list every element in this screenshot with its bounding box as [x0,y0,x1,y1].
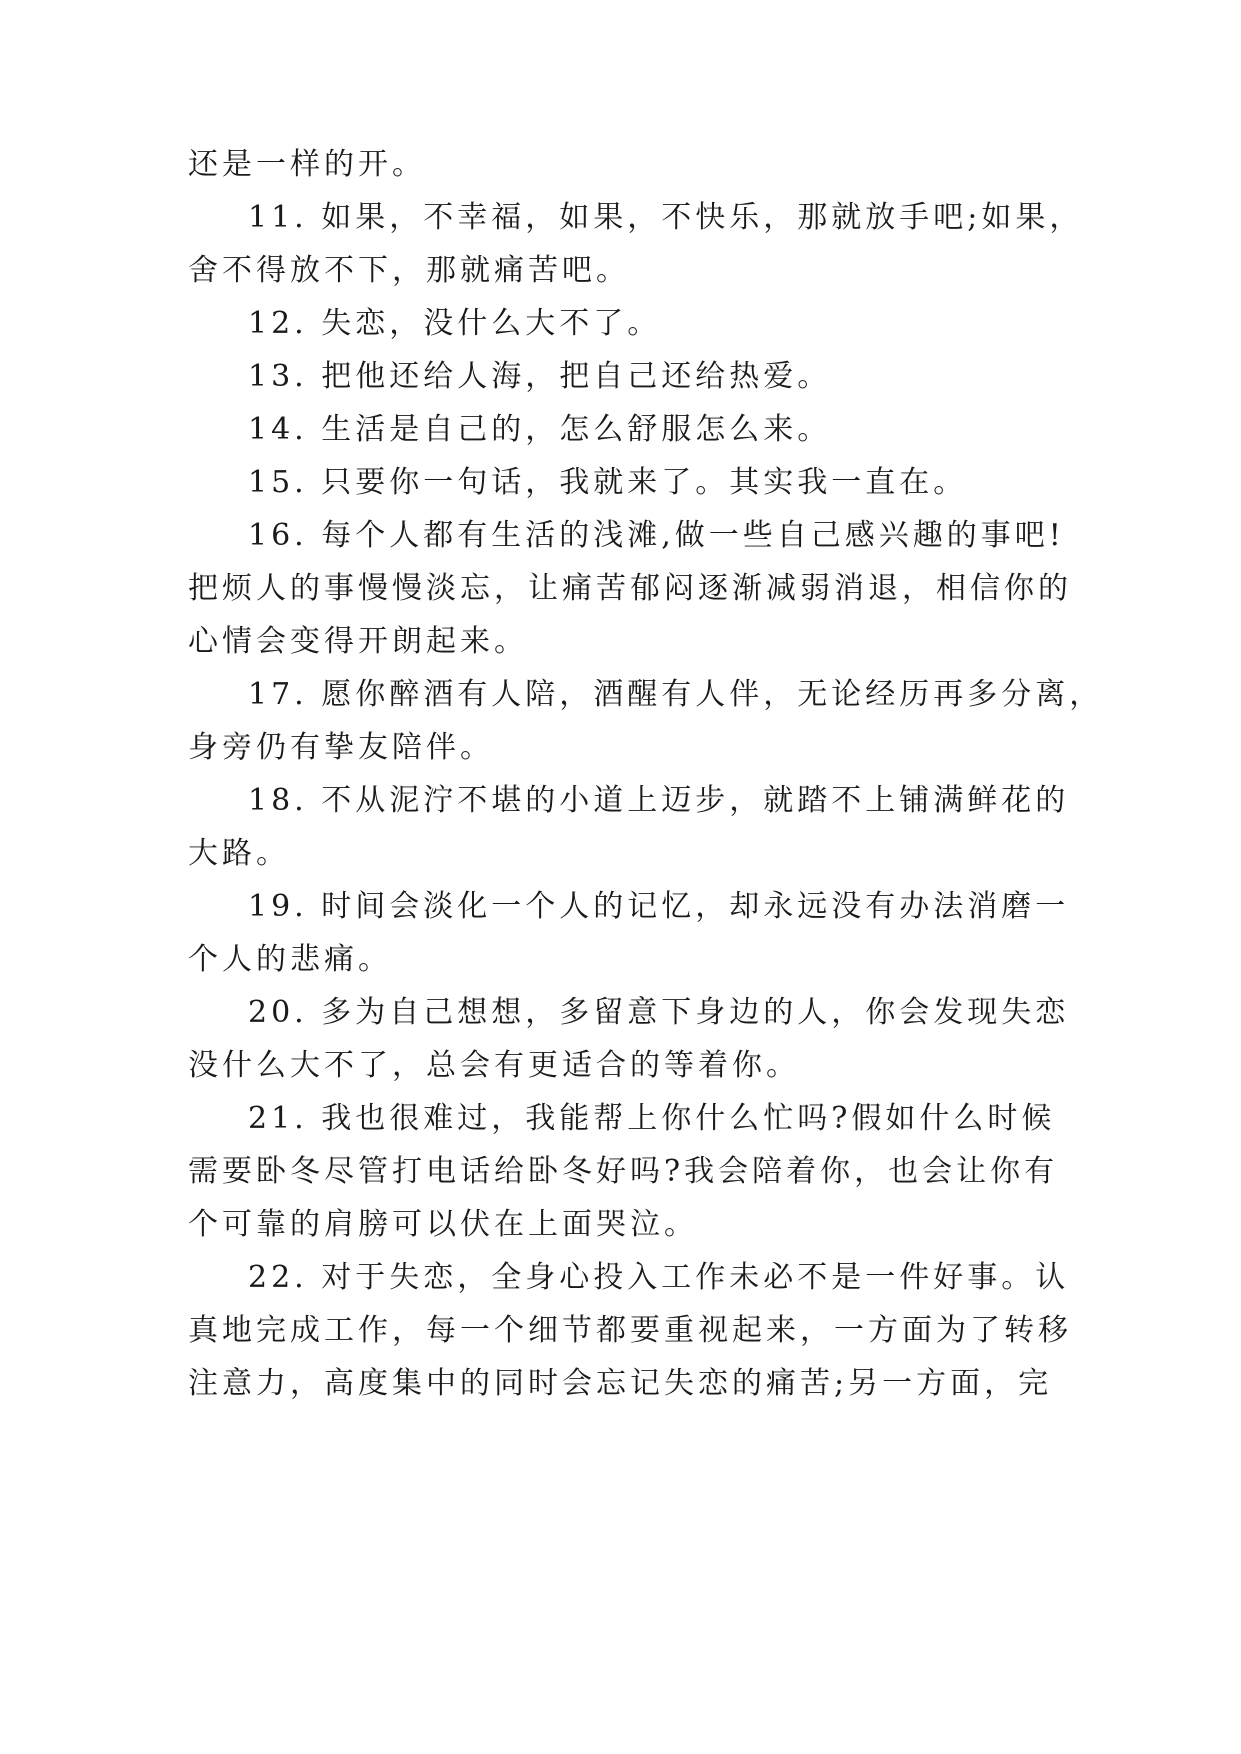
text-line-11: 17. 愿你醉酒有人陪，酒醒有人伴，无论经历再多分离， [248,677,1104,712]
text-line-5: 13. 把他还给人海，把自己还给热爱。 [248,359,832,394]
text-line-10: 心情会变得开朗起来。 [188,624,528,659]
text-line-17: 20. 多为自己想想，多留意下身边的人，你会发现失恋 [248,995,1070,1030]
text-line-16: 个人的悲痛。 [188,942,392,977]
text-line-21: 个可靠的肩膀可以伏在上面哭泣。 [188,1207,698,1242]
text-line-23: 真地完成工作，每一个细节都要重视起来，一方面为了转移 [188,1313,1072,1348]
text-line-18: 没什么大不了，总会有更适合的等着你。 [188,1048,800,1083]
text-line-20: 需要卧冬尽管打电话给卧冬好吗?我会陪着你，也会让你有 [188,1154,1059,1189]
text-line-8: 16. 每个人都有生活的浅滩,做一些自己感兴趣的事吧! [248,518,1065,553]
text-line-19: 21. 我也很难过，我能帮上你什么忙吗?假如什么时候 [248,1101,1056,1136]
text-line-22: 22. 对于失恋，全身心投入工作未必不是一件好事。认 [248,1260,1070,1295]
text-line-24: 注意力，高度集中的同时会忘记失恋的痛苦;另一方面，完 [188,1366,1053,1401]
text-line-13: 18. 不从泥泞不堪的小道上迈步，就踏不上铺满鲜花的 [248,783,1070,818]
text-line-15: 19. 时间会淡化一个人的记忆，却永远没有办法消磨一 [248,889,1070,924]
text-line-14: 大路。 [188,836,290,871]
text-line-9: 把烦人的事慢慢淡忘，让痛苦郁闷逐渐减弱消退，相信你的 [188,571,1072,606]
text-line-7: 15. 只要你一句话，我就来了。其实我一直在。 [248,465,968,500]
text-line-6: 14. 生活是自己的，怎么舒服怎么来。 [248,412,832,447]
text-line-2: 11. 如果，不幸福，如果，不快乐，那就放手吧;如果， [248,200,1084,235]
text-line-4: 12. 失恋，没什么大不了。 [248,306,662,341]
text-line-3: 舍不得放不下，那就痛苦吧。 [188,253,630,288]
text-line-1: 还是一样的开。 [188,147,426,182]
text-line-12: 身旁仍有挚友陪伴。 [188,730,494,765]
